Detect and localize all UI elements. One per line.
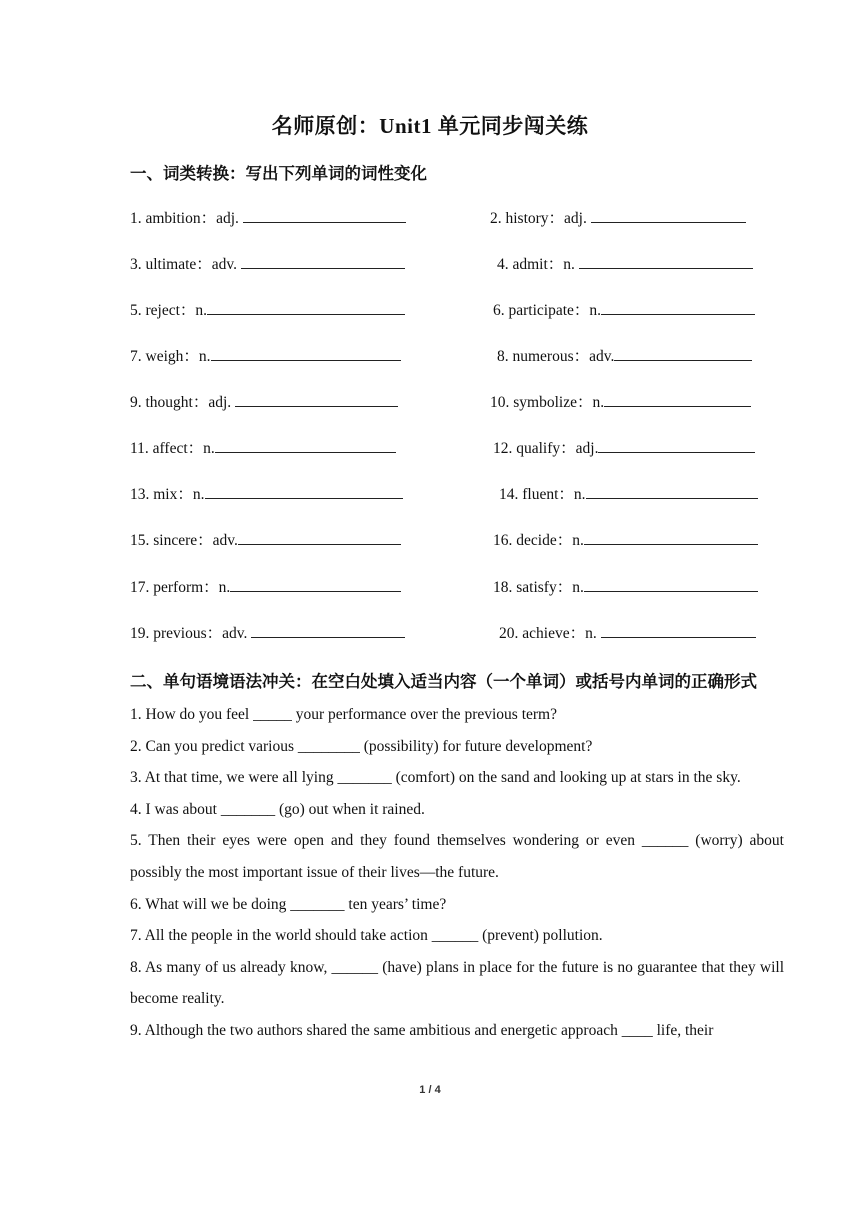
vocab-item-11: 11. affect：n. (130, 436, 396, 458)
grammar-exercise-list (130, 699, 784, 1047)
grammar-sentence-1: 1. How do you feel _____ your performance over the previous term? (130, 706, 557, 723)
grammar-sentence-6: 6. What will we be doing _______ ten years’ time? (130, 895, 447, 913)
vocab-item-16: 16. decide：n. (493, 528, 758, 550)
vocab-item-20: 20. achieve：n. (499, 621, 756, 643)
grammar-sentence-8: 8. As many of us already know, ______ (have) plans in place for the future is no guarantee that they will become reality. (130, 958, 784, 1008)
vocab-item-14: 14. fluent：n. (499, 482, 758, 504)
page-number: 1 / 4 (419, 1084, 441, 1096)
vocab-item-5: 5. reject：n. (130, 298, 405, 320)
grammar-sentence-4: 4. I was about _______ (go) out when it rained. (130, 800, 425, 818)
vocab-item-18: 18. satisfy：n. (493, 575, 758, 597)
vocab-item-19: 19. previous：adv. (130, 621, 405, 643)
vocab-item-13: 13. mix：n. (130, 482, 403, 504)
vocab-item-15: 15. sincere：adv. (130, 528, 401, 550)
vocab-item-10: 10. symbolize：n. (490, 390, 751, 412)
grammar-sentence-5: 5. Then their eyes were open and they found themselves wondering or even ______ (worry) about possibly the most important issue of their lives—the future. (130, 832, 784, 881)
vocab-item-7: 7. weigh：n. (130, 344, 401, 366)
vocab-item-1: 1. ambition：adj. (130, 206, 406, 228)
vocab-item-12: 12. qualify：adj. (493, 436, 755, 458)
grammar-sentence-3: 3. At that time, we were all lying _______ (comfort) on the sand and looking up at stars in the sky. (130, 769, 741, 787)
grammar-sentence-9: 9. Although the two authors shared the same ambitious and energetic approach ____ life, their (130, 1021, 714, 1039)
grammar-sentence-2: 2. Can you predict various ________ (possibility) for future development? (130, 737, 593, 755)
vocab-item-17: 17. perform：n. (130, 575, 401, 597)
document-title: 名师原创：Unit1 单元同步闯关练 (271, 114, 589, 138)
vocab-item-2: 2. history：adj. (490, 206, 746, 228)
vocab-item-9: 9. thought：adj. (130, 390, 398, 412)
grammar-sentence-7: 7. All the people in the world should take action ______ (prevent) pollution. (130, 927, 603, 945)
vocab-item-8: 8. numerous：adv. (497, 344, 752, 366)
vocab-item-4: 4. admit：n. (497, 252, 753, 274)
vocab-item-3: 3. ultimate：adv. (130, 252, 405, 274)
section-1-heading: 一、词类转换：写出下列单词的词性变化 (130, 164, 427, 183)
vocab-item-6: 6. participate：n. (493, 298, 755, 320)
section-2-heading: 二、单句语境语法冲关：在空白处填入适当内容（一个单词）或括号内单词的正确形式 (130, 672, 757, 691)
